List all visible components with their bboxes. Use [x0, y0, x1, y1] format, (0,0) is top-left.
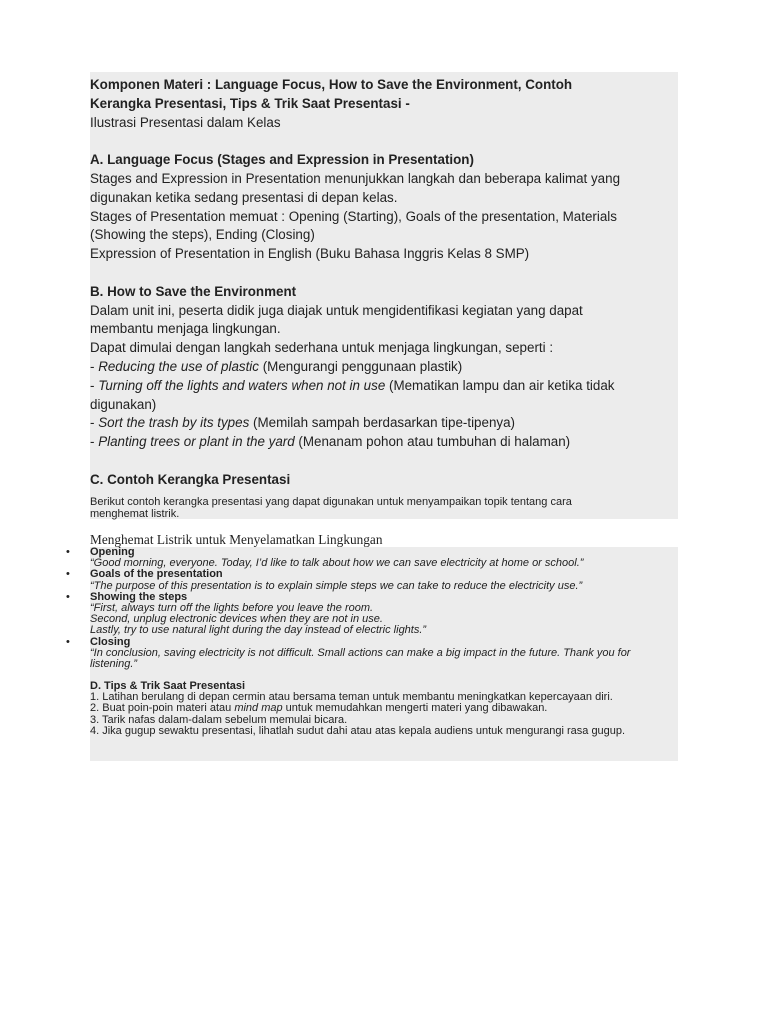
tip-item: 2. Buat poin-poin materi atau mind map untuk memudahkan mengerti materi yang dibawakan. [90, 702, 548, 715]
main-content [90, 76, 678, 490]
outline-item-steps: • Showing the steps “First, always turn off the lights before you leave the room. Second, unplug electronic devices when they are not in use. Lastly, try to use natural light during the day instead of electric lights.” [66, 590, 427, 637]
list-item-continuation: digunakan) [90, 396, 157, 412]
section-d-heading: D. Tips & Trik Saat Presentasi [90, 680, 246, 692]
page-title-line1: Komponen Materi : Language Focus, How to Save the Environment, Contoh [90, 77, 573, 92]
tip-item: 1. Latihan berulang di depan cermin atau bersama teman untuk membantu meningkatkan kepercayaan diri. [90, 691, 613, 704]
tips-section [90, 681, 680, 737]
presentation-outline [66, 546, 680, 671]
list-item: - Planting trees or plant in the yard (Menanam pohon atau tumbuhan di halaman) [90, 434, 571, 450]
list-item: - Turning off the lights and waters when not in use (Mematikan lampu dan air ketika tidak [90, 377, 615, 393]
section-a-heading: A. Language Focus (Stages and Expression in Presentation) [90, 152, 474, 168]
section-c-heading: C. Contoh Kerangka Presentasi [90, 471, 291, 487]
section-b-heading: B. How to Save the Environment [90, 283, 297, 299]
section-a-p1-line1: Stages and Expression in Presentation menunjukkan langkah dan beberapa kalimat yang [90, 170, 621, 186]
list-item: - Reducing the use of plastic (Mengurangi penggunaan plastik) [90, 358, 463, 374]
bullet-icon: • [66, 590, 70, 603]
outline-item-goals: • Goals of the presentation “The purpose of this presentation is to explain simple steps we can take to reduce the electricity use.” [66, 568, 583, 592]
list-item: - Sort the trash by its types (Memilah sampah berdasarkan tipe-tipenya) [90, 415, 515, 431]
section-b-p1-line1: Dalam unit ini, peserta didik juga diajak untuk mengidentifikasi kegiatan yang dapat [90, 302, 583, 318]
bullet-icon: • [66, 546, 70, 558]
page-subtitle: Ilustrasi Presentasi dalam Kelas [90, 114, 281, 130]
section-a-p1-line2: digunakan ketika sedang presentasi di depan kelas. [90, 189, 398, 205]
outline-item-opening: • Opening “Good morning, everyone. Today, I’d like to talk about how we can save electricity at home or school.” [66, 546, 584, 570]
outline-item-closing: • Closing “In conclusion, saving electricity is not difficult. Small actions can make a big impact in the future. Thank you for listening.” [66, 635, 631, 671]
section-a-p2-line2: (Showing the steps), Ending (Closing) [90, 227, 315, 243]
section-a-p2-line1: Stages of Presentation memuat : Opening (Starting), Goals of the presentation, Materials [90, 208, 617, 224]
section-c-intro: Berikut contoh kerangka presentasi yang dapat digunakan untuk menyampaikan topik tentang cara menghemat listrik. [90, 496, 572, 520]
bullet-icon: • [66, 635, 70, 648]
tip-item: 3. Tarik nafas dalam-dalam sebelum memulai bicara. [90, 713, 348, 726]
section-b-p2: Dapat dimulai dengan langkah sederhana untuk menjaga lingkungan, seperti : [90, 340, 554, 356]
section-b-p1-line2: membantu menjaga lingkungan. [90, 321, 281, 337]
section-a-p3: Expression of Presentation in English (Buku Bahasa Inggris Kelas 8 SMP) [90, 246, 530, 262]
tip-item: 4. Jika gugup sewaktu presentasi, lihatlah sudut dahi atau atas kepala audiens untuk mengurangi rasa gugup. [90, 724, 626, 737]
page-title-line2: Kerangka Presentasi, Tips & Trik Saat Presentasi - [90, 95, 410, 111]
example-title: Menghemat Listrik untuk Menyelamatkan Lingkungan [90, 532, 383, 547]
bullet-icon: • [66, 568, 70, 581]
